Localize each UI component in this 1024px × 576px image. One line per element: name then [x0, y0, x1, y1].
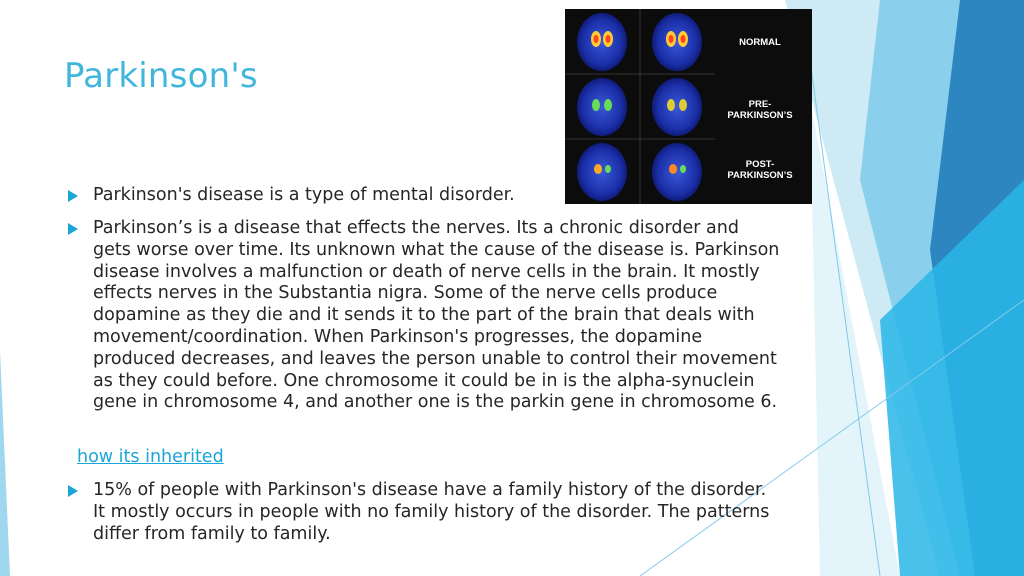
bullet-item: [68, 185, 780, 207]
bullet-item: [68, 218, 780, 414]
bullet-text: 15% of people with Parkinson's disease have a family history of the disorder. It mostly occurs in people with no family history of the disorder. The patterns differ from family to family.: [93, 480, 770, 544]
bullet-arrow-icon: [68, 485, 78, 497]
bullet-text: Parkinson’s is a disease that effects the nerves. Its a chronic disorder and gets worse over time. Its unknown what the cause of the disease is. Parkinson disease involves a malfunction or death of nerve cells in the brain. It mostly effects nerves in the Substantia nigra. Some of the nerve cells produce dopamine as they die and it sends it to the part of the brain that deals with movement/coordination. When Parkinson's progresses, the dopamine produced decreases, and leaves the person unable to control their movement as they could before. One chromosome it could be in is the alpha-synuclein gene in chromosome 4, and another one is the parkin gene in chromosome 6.: [93, 218, 780, 413]
deco-shape-left-sliver: [0, 350, 10, 576]
inheritance-link[interactable]: how its inherited: [77, 447, 224, 467]
scan-label-post: POST- PARKINSON’S: [727, 159, 793, 181]
scan-label-pre: PRE- PARKINSON’S: [727, 99, 793, 121]
brain-scan-image: [565, 9, 812, 204]
bullet-text: Parkinson's disease is a type of mental disorder.: [93, 185, 515, 205]
slide-title: Parkinson's: [64, 56, 258, 96]
bullet-item: [68, 480, 780, 545]
bullet-arrow-icon: [68, 223, 78, 235]
bullet-arrow-icon: [68, 190, 78, 202]
scan-label-normal: NORMAL: [739, 37, 781, 48]
